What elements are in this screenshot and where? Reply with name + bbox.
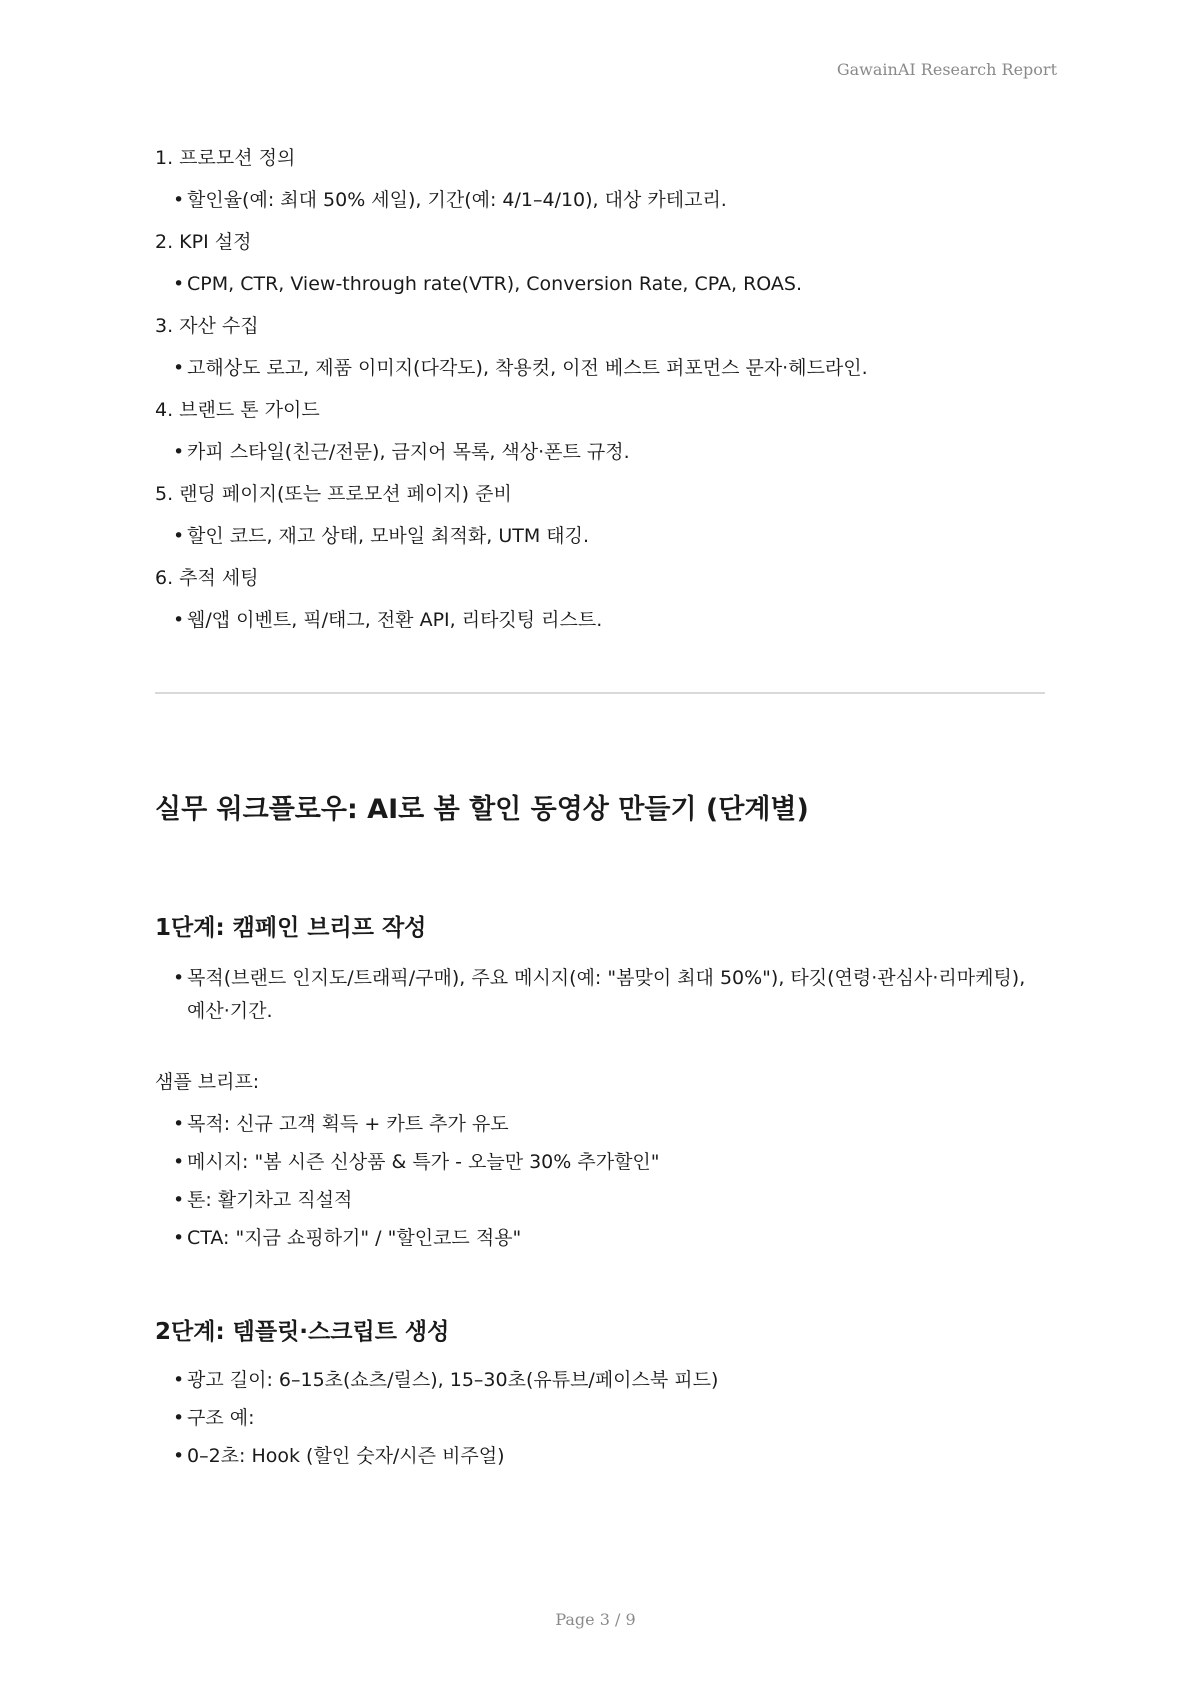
- list-item: • 메시지: "봄 시즌 신상품 & 특가 - 오늘만 30% 추가할인": [155, 1148, 1045, 1176]
- list-item: • CTA: "지금 쇼핑하기" / "할인코드 적용": [155, 1224, 1045, 1252]
- list-item: • 목적: 신규 고객 획득 + 카트 추가 유도: [155, 1110, 1045, 1138]
- list-item: • 톤: 활기차고 직설적: [155, 1186, 1045, 1214]
- step-detail: • 고해상도 로고, 제품 이미지(다각도), 착용컷, 이전 베스트 퍼포먼스 문자·헤드라인.: [155, 354, 1045, 382]
- list-item: • 구조 예:: [155, 1404, 1045, 1432]
- step-detail: • CPM, CTR, View-through rate(VTR), Conversion Rate, CPA, ROAS.: [155, 270, 1045, 298]
- stage2-list: [155, 1366, 1045, 1470]
- sample-brief-label: 샘플 브리프:: [155, 1071, 260, 1093]
- stage2-heading: 2단계: 템플릿·스크립트 생성: [155, 1319, 450, 1345]
- running-header: GawainAI Research Report: [836, 60, 1057, 79]
- list-item: • 0–2초: Hook (할인 숫자/시즌 비주얼): [155, 1442, 1045, 1470]
- prep-steps-list: [155, 144, 1045, 634]
- step-title: 5. 랜딩 페이지(또는 프로모션 페이지) 준비: [155, 483, 512, 505]
- section-heading: 실무 워크플로우: AI로 봄 할인 동영상 만들기 (단계별): [155, 794, 809, 825]
- section-divider: [155, 692, 1045, 694]
- step-title: 1. 프로모션 정의: [155, 147, 296, 169]
- step-title: 6. 추적 세팅: [155, 567, 259, 589]
- stage1-heading: 1단계: 캠페인 브리프 작성: [155, 915, 427, 941]
- step-detail: • 할인율(예: 최대 50% 세일), 기간(예: 4/1–4/10), 대상 카테고리.: [155, 186, 1045, 214]
- stage1-detail: • 목적(브랜드 인지도/트래픽/구매), 주요 메시지(예: "봄맞이 최대 50%"), 타깃(연령·관심사·리마케팅), 예산·기간.: [155, 962, 1045, 1028]
- step-detail: • 카피 스타일(친근/전문), 금지어 목록, 색상·폰트 규정.: [155, 438, 1045, 466]
- list-item: • 광고 길이: 6–15초(쇼츠/릴스), 15–30초(유튜브/페이스북 피드): [155, 1366, 1045, 1394]
- step-title: 4. 브랜드 톤 가이드: [155, 399, 320, 421]
- step-detail: • 할인 코드, 재고 상태, 모바일 최적화, UTM 태깅.: [155, 522, 1045, 550]
- page-number: Page 3 / 9: [555, 1610, 636, 1629]
- step-detail: • 웹/앱 이벤트, 픽/태그, 전환 API, 리타깃팅 리스트.: [155, 606, 1045, 634]
- step-title: 2. KPI 설정: [155, 231, 252, 253]
- document-body: [155, 144, 1045, 1480]
- sample-brief-list: [155, 1110, 1045, 1252]
- step-title: 3. 자산 수집: [155, 315, 259, 337]
